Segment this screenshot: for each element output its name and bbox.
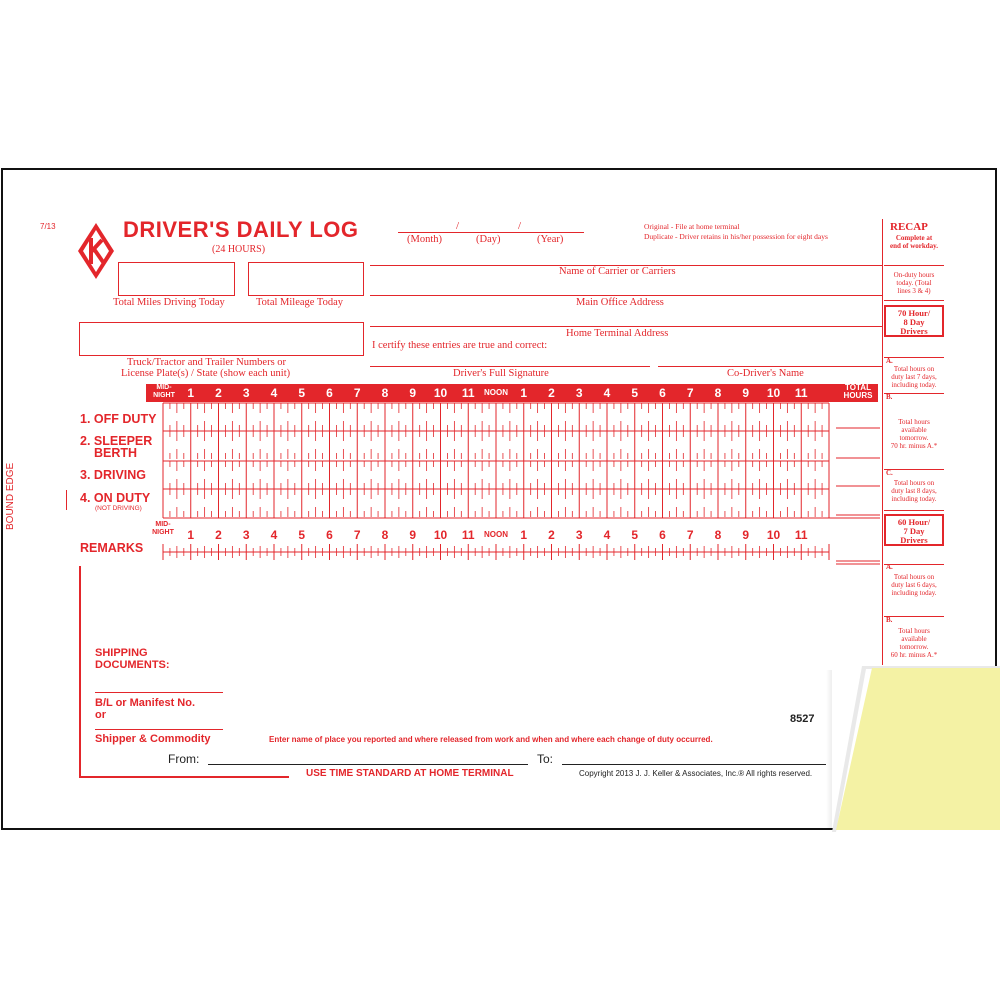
- recap-70-c: Total hours on duty last 8 days, including today.: [891, 479, 937, 503]
- from-label: From:: [168, 752, 200, 766]
- to-label: To:: [537, 752, 554, 766]
- recap-70-a: Total hours on duty last 7 days, including today.: [891, 365, 937, 389]
- shipper-line[interactable]: [95, 729, 223, 730]
- hour-label: 5: [631, 528, 639, 542]
- duty-driving-label: 3. DRIVING: [80, 468, 147, 482]
- to-line[interactable]: [562, 764, 832, 765]
- duty-on-sub: (NOT DRIVING): [95, 505, 142, 512]
- signature-label: Driver's Full Signature: [453, 368, 549, 379]
- hour-label: 8: [381, 528, 389, 542]
- hour-label: 6: [659, 386, 666, 400]
- hour-label: 9: [742, 386, 750, 400]
- recap-60-b: Total hours available tomorrow. 60 hr. minus A.*: [890, 627, 938, 659]
- recap-60-b-letter: B.: [886, 616, 893, 624]
- hour-label: 4: [603, 386, 611, 400]
- hour-label: 6: [326, 386, 333, 400]
- hour-label: 11: [461, 528, 475, 542]
- hour-label: 6: [659, 528, 666, 542]
- certify-label: I certify these entries are true and correct:: [372, 340, 548, 351]
- hour-label: 2: [548, 386, 555, 400]
- or-label: or: [95, 709, 106, 721]
- hour-label: 4: [603, 528, 611, 542]
- recap-onduty-today: On-duty hours today. (Total lines 3 & 4): [893, 271, 935, 295]
- hour-label: 10: [433, 528, 448, 542]
- form-title: DRIVER'S DAILY LOG: [123, 217, 359, 242]
- bl-label: B/L or Manifest No.: [95, 697, 196, 709]
- hour-label: 1: [187, 528, 195, 542]
- recap-title: RECAP: [890, 221, 928, 233]
- hour-label: 3: [242, 528, 250, 542]
- year-label: (Year): [537, 234, 564, 245]
- copy-edge: [826, 670, 832, 828]
- hour-label: 8: [714, 528, 722, 542]
- recap-70-c-letter: C.: [886, 469, 893, 477]
- month-label: (Month): [407, 234, 442, 245]
- codriver-label: Co-Driver's Name: [727, 368, 804, 379]
- revision-code: 7/13: [40, 222, 56, 231]
- hour-label: 3: [575, 386, 583, 400]
- date-separator: /: [518, 220, 522, 232]
- date-separator: /: [456, 220, 460, 232]
- hour-label: 7: [686, 528, 694, 542]
- recap-70-hour-box: 70 Hour/ 8 Day Drivers: [884, 305, 944, 337]
- midnight-label: MID- NIGHT: [153, 384, 175, 399]
- hour-label: 2: [215, 528, 222, 542]
- hour-label: 9: [742, 528, 750, 542]
- hour-label: 2: [548, 528, 555, 542]
- distribution-duplicate: Duplicate - Driver retains in his/her possession for eight days: [644, 232, 828, 241]
- hour-label: 9: [409, 528, 417, 542]
- hour-label: 3: [242, 386, 250, 400]
- shipper-label: Shipper & Commodity: [95, 733, 211, 745]
- distribution-original: Original - File at home terminal: [644, 222, 740, 231]
- hour-label: 11: [794, 528, 808, 542]
- total-miles-label: Total Miles Driving Today: [113, 297, 225, 308]
- duty-off-label: 1. OFF DUTY: [80, 412, 157, 426]
- total-hours-label: TOTAL HOURS: [843, 383, 873, 400]
- hour-label: 5: [298, 528, 306, 542]
- hour-label: 1: [520, 528, 528, 542]
- time-standard-note: USE TIME STANDARD AT HOME TERMINAL: [306, 768, 514, 779]
- hour-label: 7: [353, 386, 361, 400]
- hour-label: 10: [766, 386, 781, 400]
- hour-label: 5: [298, 386, 306, 400]
- hour-label: 4: [270, 386, 278, 400]
- recap-60-a: Total hours on duty last 6 days, including today.: [891, 573, 937, 597]
- hour-label: 1: [187, 386, 195, 400]
- truck-label-2: License Plate(s) / State (show each unit): [121, 368, 291, 379]
- hour-label: 3: [575, 528, 583, 542]
- bound-edge-label: BOUND EDGE: [5, 462, 16, 530]
- hour-label: 4: [270, 528, 278, 542]
- hour-label: 11: [461, 386, 475, 400]
- recap-70-a-letter: A.: [886, 357, 893, 365]
- midnight-label-bottom: MID- NIGHT: [152, 521, 174, 536]
- day-label: (Day): [476, 234, 501, 245]
- carrier-label: Name of Carrier or Carriers: [559, 266, 676, 277]
- hour-label: 8: [381, 386, 389, 400]
- instructions-text: Enter name of place you reported and where released from work and when and where each change of duty occurred.: [269, 735, 713, 744]
- hour-label: 5: [631, 386, 639, 400]
- from-line[interactable]: [208, 764, 528, 765]
- bl-line[interactable]: [95, 692, 223, 693]
- hour-label: NOON: [484, 530, 508, 539]
- duty-on-label: 4. ON DUTY: [80, 491, 151, 505]
- hour-label: 10: [433, 386, 448, 400]
- remarks-label: REMARKS: [80, 541, 144, 555]
- hour-label: 10: [766, 528, 781, 542]
- copyright-text: Copyright 2013 J. J. Keller & Associates, Inc.® All rights reserved.: [579, 769, 813, 778]
- hour-label: 6: [326, 528, 333, 542]
- main-office-label: Main Office Address: [576, 297, 664, 308]
- hour-label: 11: [794, 386, 808, 400]
- form-number: 8527: [790, 713, 815, 725]
- recap-60-a-letter: A.: [886, 563, 893, 571]
- remarks-bracket: [79, 566, 81, 778]
- recap-subtitle: Complete at end of workday.: [889, 234, 939, 250]
- recap-60-hour-box: 60 Hour/ 7 Day Drivers: [884, 514, 944, 546]
- hour-label: 7: [353, 528, 361, 542]
- hour-label: NOON: [484, 388, 508, 397]
- hour-label: 2: [215, 386, 222, 400]
- duty-sleeper-label: 2. SLEEPER BERTH: [80, 434, 153, 460]
- total-mileage-label: Total Mileage Today: [256, 297, 343, 308]
- hour-label: 7: [686, 386, 694, 400]
- truck-label-1: Truck/Tractor and Trailer Numbers or: [127, 357, 287, 368]
- remarks-bracket-base: [79, 776, 289, 778]
- home-terminal-label: Home Terminal Address: [566, 328, 669, 339]
- hour-label: 9: [409, 386, 417, 400]
- form-subtitle: (24 HOURS): [212, 244, 266, 255]
- recap-70-b: Total hours available tomorrow. 70 hr. minus A.*: [890, 418, 938, 450]
- hour-label: 8: [714, 386, 722, 400]
- recap-70-b-letter: B.: [886, 393, 893, 401]
- hour-label: 1: [520, 386, 528, 400]
- shipping-docs-label: SHIPPING DOCUMENTS:: [95, 647, 170, 671]
